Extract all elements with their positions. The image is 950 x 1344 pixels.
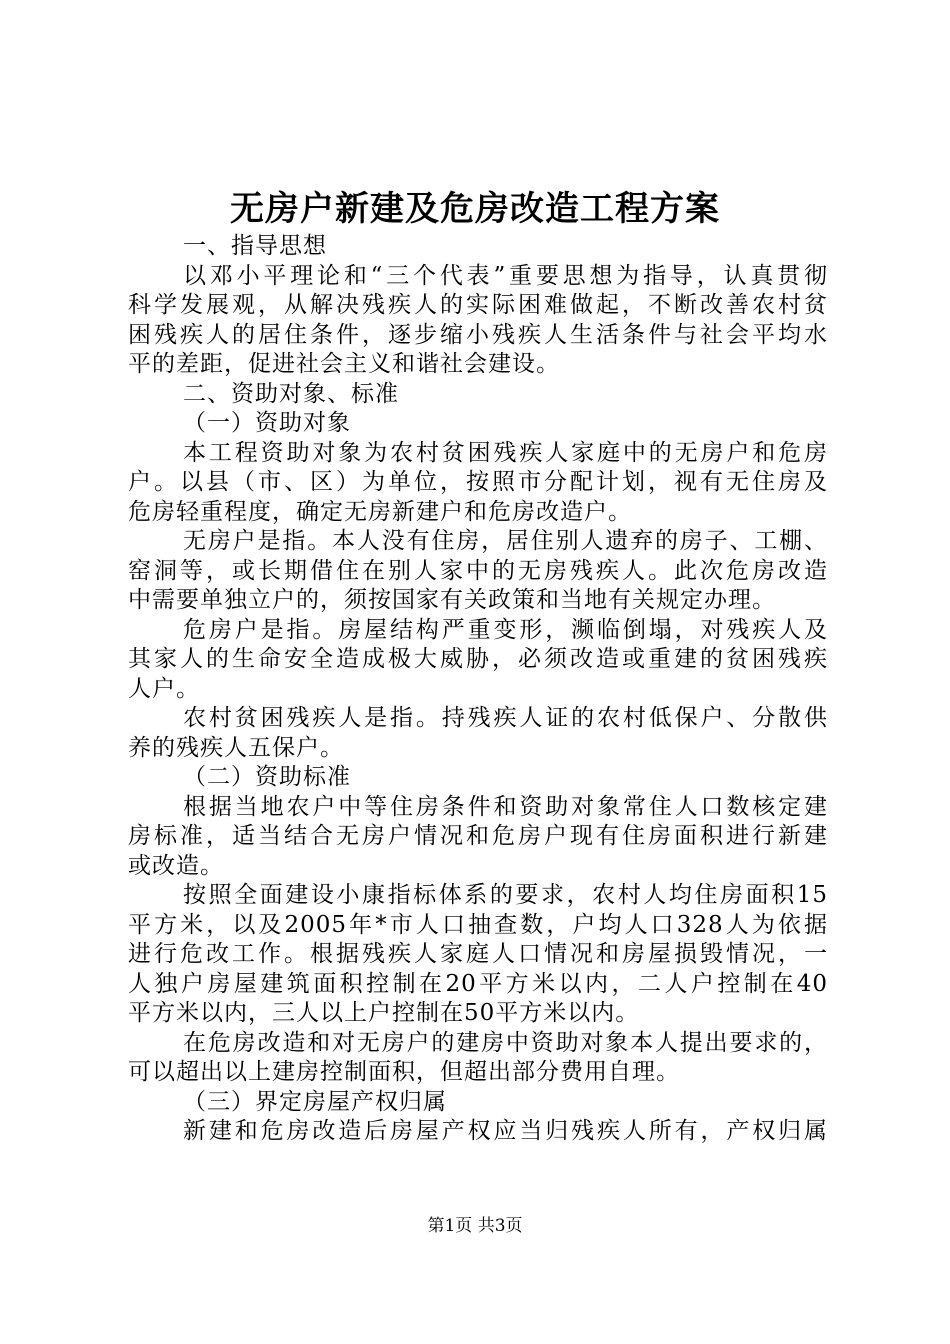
text-line: 其家人的生命安全造成极大威胁，必须改造或重建的贫困残疾 bbox=[128, 646, 828, 672]
text-line: 窑洞等，或长期借住在别人家中的无房残疾人。此次危房改造 bbox=[128, 557, 828, 584]
text-line: 平方米，以及2005年*市人口抽查数，户均人口328人为依据 bbox=[128, 911, 828, 938]
text-line: （二）资助标准 bbox=[183, 764, 351, 790]
text-line: 一、指导思想 bbox=[183, 233, 327, 259]
text-line: 平方米以内，三人以上户控制在50平方米以内。 bbox=[128, 1000, 640, 1026]
text-line: 本工程资助对象为农村贫困残疾人家庭中的无房户和危房 bbox=[183, 439, 828, 466]
text-line: 危房轻重程度，确定无房新建户和危房改造户。 bbox=[128, 498, 632, 525]
text-line: 户。以县（市、区）为单位，按照市分配计划，视有无住房及 bbox=[128, 469, 828, 495]
text-line: （三）界定房屋产权归属 bbox=[183, 1088, 447, 1115]
text-line: 在危房改造和对无房户的建房中资助对象本人提出要求的， bbox=[183, 1029, 828, 1056]
text-line: （一）资助对象 bbox=[183, 410, 351, 436]
text-line: 人户。 bbox=[128, 675, 200, 702]
text-line: 农村贫困残疾人是指。持残疾人证的农村低保户、分散供 bbox=[183, 705, 828, 731]
text-line: 平的差距，促进社会主义和谐社会建设。 bbox=[128, 351, 560, 377]
text-line: 困残疾人的居住条件，逐步缩小残疾人生活条件与社会平均水 bbox=[128, 321, 828, 348]
text-line: 以邓小平理论和“三个代表”重要思想为指导，认真贯彻 bbox=[183, 262, 828, 289]
text-line: 危房户是指。房屋结构严重变形，濒临倒塌，对残疾人及 bbox=[183, 616, 828, 643]
text-line: 中需要单独立户的，须按国家有关政策和当地有关规定办理。 bbox=[128, 587, 776, 613]
document-body bbox=[128, 232, 828, 1147]
text-line: 新建和危房改造后房屋产权应当归残疾人所有，产权归属 bbox=[183, 1118, 828, 1144]
text-line: 进行危改工作。根据残疾人家庭人口情况和房屋损毁情况，一 bbox=[128, 941, 828, 967]
text-line: 科学发展观，从解决残疾人的实际困难做起，不断改善农村贫 bbox=[128, 292, 828, 318]
text-line: 二、资助对象、标准 bbox=[183, 380, 399, 407]
text-line: 根据当地农户中等住房条件和资助对象常住人口数核定建 bbox=[183, 793, 828, 820]
text-line: 或改造。 bbox=[128, 852, 224, 879]
text-line: 房标准，适当结合无房户情况和危房户现有住房面积进行新建 bbox=[128, 823, 828, 849]
text-line: 按照全面建设小康指标体系的要求，农村人均住房面积15 bbox=[183, 882, 828, 908]
text-line: 无房户是指。本人没有住房，居住别人遗弃的房子、工棚、 bbox=[183, 528, 828, 554]
text-line: 可以超出以上建房控制面积，但超出部分费用自理。 bbox=[128, 1059, 680, 1085]
document-title: 无房户新建及危房改造工程方案 bbox=[230, 189, 720, 229]
text-line: 养的残疾人五保户。 bbox=[128, 734, 344, 761]
text-line: 人独户房屋建筑面积控制在20平方米以内，二人户控制在40 bbox=[128, 970, 828, 997]
page-footer: 第1页 共3页 bbox=[427, 1216, 523, 1236]
